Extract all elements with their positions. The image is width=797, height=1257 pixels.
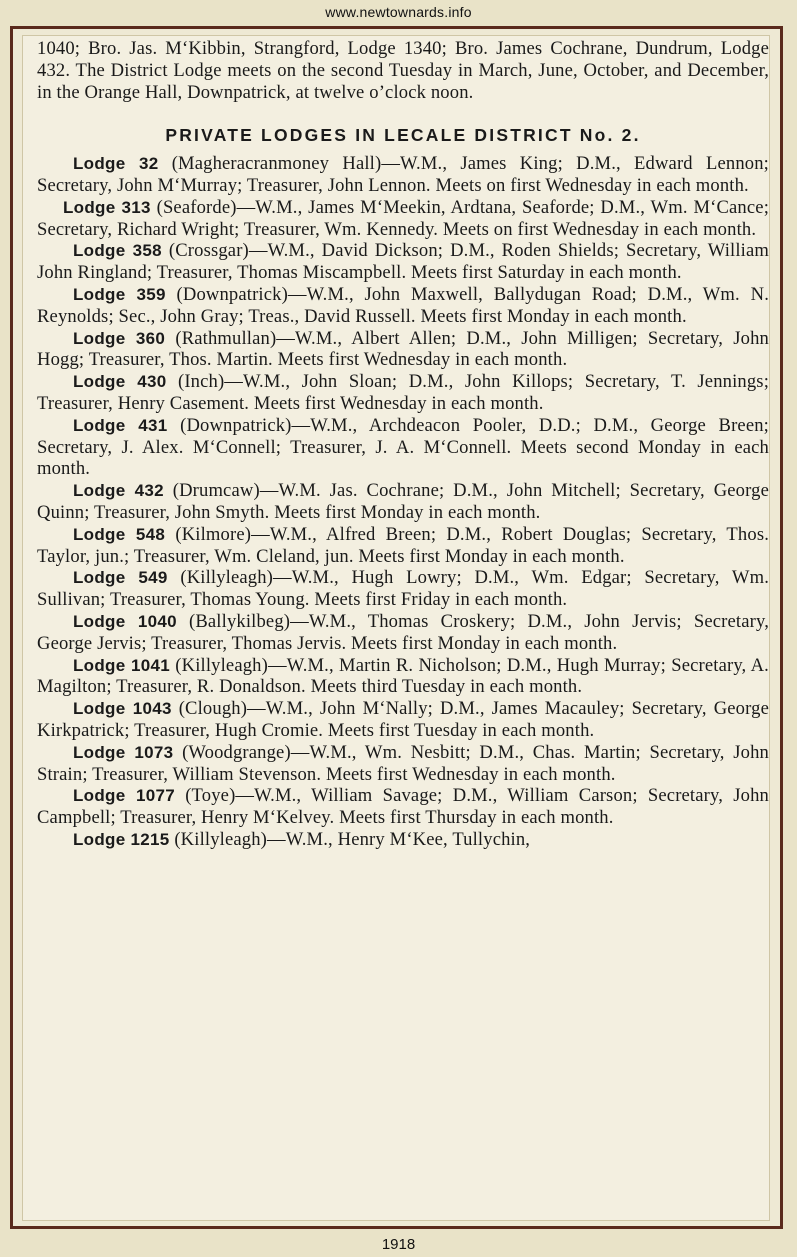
lodge-entry	[37, 197, 769, 241]
document-text	[37, 38, 769, 851]
lodge-name: Lodge 430	[73, 372, 167, 392]
lodge-entry	[37, 655, 769, 699]
lodge-entry	[37, 742, 769, 786]
lodge-details: (Inch)—W.M., John Sloan; D.M., John Killops; Secretary, T. Jennings; Treasurer, Henry Casement. Meets first Wednesday in each month.	[37, 371, 770, 414]
lodge-entry	[37, 480, 769, 524]
lodge-details: (Seaforde)—W.M., James M‘Meekin, Ardtana, Seaforde; D.M., Wm. M‘Cance; Secretary, Richard Wright; Treasurer, Wm. Kennedy. Meets on first Wednesday in each month.	[37, 196, 770, 240]
lodge-entry	[37, 328, 769, 372]
lodge-name: Lodge 1215	[73, 829, 170, 849]
lodge-name: Lodge 313	[63, 197, 151, 217]
site-url: www.newtownards.info	[325, 4, 472, 20]
lodge-name: Lodge 548	[73, 524, 166, 544]
lodge-entry	[37, 785, 769, 829]
lodge-details: (Killyleagh)—W.M., Hugh Lowry; D.M., Wm. Edgar; Secretary, Wm. Sullivan; Treasurer, Thomas Young. Meets first Friday in each month.	[37, 567, 769, 611]
scanned-page	[22, 35, 770, 1221]
lodge-details: (Killyleagh)—W.M., Henry M‘Kee, Tullychin,	[169, 828, 531, 850]
lodge-name: Lodge 432	[73, 481, 164, 501]
lodge-name: Lodge 359	[73, 284, 166, 304]
lodge-entry	[37, 567, 769, 611]
lodge-details: (Killyleagh)—W.M., Martin R. Nicholson; D.M., Hugh Murray; Secretary, A. Magilton; Treasurer, R. Donaldson. Meets third Tuesday in each month.	[37, 654, 769, 698]
lodge-details: (Toye)—W.M., William Savage; D.M., William Carson; Secretary, John Campbell; Treasurer, Henry M‘Kelvey. Meets first Thursday in each month.	[37, 785, 769, 829]
lodge-entry	[37, 524, 769, 568]
lodge-entry	[37, 415, 769, 480]
lodge-details: (Kilmore)—W.M., Alfred Breen; D.M., Robert Douglas; Secretary, Thos. Taylor, jun.; Treasurer, Wm. Cleland, jun. Meets first Monday in each month.	[37, 523, 770, 567]
lodge-entry	[37, 284, 769, 328]
lodge-entry	[37, 611, 769, 655]
lodge-details: (Downpatrick)—W.M., Archdeacon Pooler, D.D.; D.M., George Breen; Secretary, J. Alex. M‘Connell; Treasurer, J. A. M‘Connell. Meets second Monday in each month.	[37, 414, 769, 480]
lodge-details: (Downpatrick)—W.M., John Maxwell, Ballydugan Road; D.M., Wm. N. Reynolds; Sec., John Gray; Treas., David Russell. Meets first Monday in each month.	[37, 283, 769, 327]
lodge-name: Lodge 360	[73, 328, 166, 348]
lodge-name: Lodge 1077	[73, 786, 175, 806]
lodge-entry	[37, 829, 769, 851]
page-frame	[10, 26, 783, 1229]
lodge-name: Lodge 1041	[73, 655, 171, 675]
lodge-entry	[37, 698, 769, 742]
lodge-name: Lodge 549	[73, 568, 168, 588]
lodge-entry	[37, 240, 769, 284]
lodge-name: Lodge 32	[73, 154, 159, 174]
lodge-details: (Woodgrange)—W.M., Wm. Nesbitt; D.M., Chas. Martin; Secretary, John Strain; Treasurer, William Stevenson. Meets first Wednesday in each month.	[37, 741, 769, 785]
lodge-name: Lodge 1040	[73, 611, 177, 631]
lodge-name: Lodge 1073	[73, 742, 174, 762]
intro-paragraph: 1040; Bro. Jas. M‘Kibbin, Strangford, Lodge 1340; Bro. James Cochrane, Dundrum, Lodge 432. The District Lodge meets on the second Tuesday in March, June, October, and December, in the Orange Hall, Downpatrick, at twelve o’clock noon.	[37, 38, 769, 103]
lodge-name: Lodge 1043	[73, 699, 172, 719]
year-caption: 1918	[381, 1236, 416, 1253]
section-heading: PRIVATE LODGES IN LECALE DISTRICT No. 2.	[165, 125, 641, 146]
lodge-details: (Magheracranmoney Hall)—W.M., James King; D.M., Edward Lennon; Secretary, John M‘Murray; Treasurer, John Lennon. Meets on first Wednesday in each month.	[37, 153, 769, 196]
lodge-details: (Clough)—W.M., John M‘Nally; D.M., James Macauley; Secretary, George Kirkpatrick; Treasurer, Hugh Cromie. Meets first Tuesday in each month.	[37, 698, 769, 741]
lodge-details: (Crossgar)—W.M., David Dickson; D.M., Roden Shields; Secretary, William John Ringland; Treasurer, Thomas Miscampbell. Meets first Saturday in each month.	[37, 240, 769, 284]
lodge-details: (Drumcaw)—W.M. Jas. Cochrane; D.M., John Mitchell; Secretary, George Quinn; Treasurer, John Smyth. Meets first Monday in each month.	[37, 480, 769, 523]
lodge-entry	[37, 371, 769, 415]
lodge-details: (Rathmullan)—W.M., Albert Allen; D.M., John Milligen; Secretary, John Hogg; Treasurer, Thos. Martin. Meets first Wednesday in each month.	[37, 327, 769, 371]
lodge-details: (Ballykilbeg)—W.M., Thomas Croskery; D.M., John Jervis; Secretary, George Jervis; Treasurer, Thomas Jervis. Meets first Monday in each month.	[37, 610, 769, 654]
lodge-entry	[37, 153, 769, 197]
lodge-name: Lodge 431	[73, 415, 168, 435]
lodge-name: Lodge 358	[73, 241, 162, 261]
